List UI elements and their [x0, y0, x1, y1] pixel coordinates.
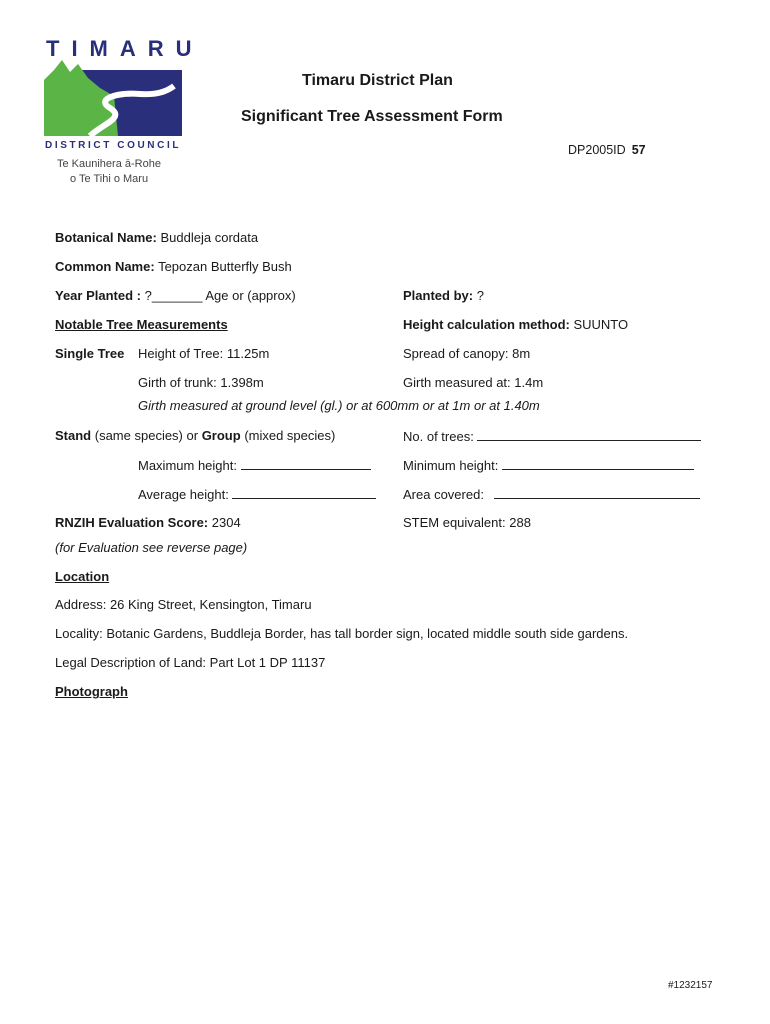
common-value: Tepozan Butterfly Bush [158, 259, 292, 274]
area-label: Area covered: [403, 487, 484, 502]
single-tree-label: Single Tree [55, 346, 125, 361]
height-label: Height of Tree: [138, 346, 224, 361]
height-row [138, 346, 269, 361]
no-trees-field[interactable] [477, 428, 701, 441]
common-label: Common Name: [55, 259, 155, 274]
year-suffix: Age or (approx) [205, 288, 296, 303]
avg-height-field[interactable] [232, 486, 376, 499]
planted-by-row [403, 288, 484, 303]
reference-id [568, 143, 646, 157]
ref-label: DP2005ID [568, 143, 626, 157]
address-value: 26 King Street, Kensington, Timaru [109, 597, 312, 612]
logo-maori-line2: o Te Tihi o Maru [70, 173, 149, 185]
logo-wordmark: TIMARU [46, 36, 204, 61]
height-method-value: SUUNTO [573, 317, 629, 332]
year-planted-row [55, 288, 296, 303]
legal-value: Part Lot 1 DP 11137 [209, 655, 326, 670]
girth-measured-value: 1.4m [514, 375, 544, 390]
spread-row [403, 346, 530, 361]
area-field[interactable] [494, 486, 700, 499]
address-label: Address: [55, 597, 107, 612]
logo-maori-line1: Te Kaunihera ā-Rohe [57, 158, 161, 170]
planted-by-value: ? [476, 288, 484, 303]
area-row [403, 486, 700, 502]
avg-height-label: Average height: [138, 487, 229, 502]
stand-paren: (same species) or [94, 428, 199, 443]
locality-row [55, 626, 628, 641]
girth-measured-label: Girth measured at: [403, 375, 511, 390]
stand-label: Stand [55, 428, 92, 443]
height-value: 11.25m [226, 346, 270, 361]
girth-measured-row [403, 375, 543, 390]
notable-heading: Notable Tree Measurements [55, 317, 228, 332]
council-logo-icon [44, 58, 182, 139]
botanical-name-row [55, 230, 258, 245]
girth-note: Girth measured at ground level (gl.) or at 600mm or at 1m or at 1.40m [138, 398, 540, 413]
legal-row [55, 655, 325, 670]
planted-by-label: Planted by: [403, 288, 474, 303]
min-height-field[interactable] [502, 457, 694, 470]
height-method-label: Height calculation method: [403, 317, 570, 332]
no-trees-label: No. of trees: [403, 429, 474, 444]
year-label: Year Planted : [55, 288, 141, 303]
avg-height-row [138, 486, 376, 502]
eval-note: (for Evaluation see reverse page) [55, 540, 248, 555]
rnzih-label: RNZIH Evaluation Score: [55, 515, 209, 530]
max-height-label: Maximum height: [138, 458, 237, 473]
location-heading: Location [55, 569, 110, 584]
stand-row [55, 428, 335, 443]
max-height-row [138, 457, 371, 473]
spread-label: Spread of canopy: [403, 346, 509, 361]
min-height-row [403, 457, 694, 473]
height-method-row [403, 317, 628, 332]
stem-label: STEM equivalent: [403, 515, 506, 530]
legal-label: Legal Description of Land: [55, 655, 207, 670]
botanical-label: Botanical Name: [55, 230, 157, 245]
spread-value: 8m [512, 346, 531, 361]
min-height-label: Minimum height: [403, 458, 499, 473]
group-label: Group [201, 428, 241, 443]
ref-value: 57 [631, 143, 646, 157]
photo-heading: Photograph [55, 684, 128, 699]
address-row [55, 597, 312, 612]
locality-value: Botanic Gardens, Buddleja Border, has tall border sign, located middle south side gardens. [106, 626, 629, 641]
locality-label: Locality: [55, 626, 103, 641]
stem-row [403, 515, 531, 530]
year-value: ?_______ [144, 288, 203, 303]
page-title: Timaru District Plan [302, 72, 453, 89]
girth-label: Girth of trunk: [138, 375, 217, 390]
logo-council-text: DISTRICT COUNCIL [45, 140, 182, 151]
no-trees-row [403, 428, 701, 444]
max-height-field[interactable] [241, 457, 371, 470]
page-subtitle: Significant Tree Assessment Form [241, 108, 503, 125]
common-name-row [55, 259, 292, 274]
group-paren: (mixed species) [244, 428, 336, 443]
botanical-value: Buddleja cordata [160, 230, 259, 245]
girth-value: 1.398m [220, 375, 264, 390]
document-number: #1232157 [668, 980, 713, 991]
rnzih-value: 2304 [211, 515, 241, 530]
stem-value: 288 [509, 515, 531, 530]
girth-row [138, 375, 264, 390]
rnzih-row [55, 515, 241, 530]
